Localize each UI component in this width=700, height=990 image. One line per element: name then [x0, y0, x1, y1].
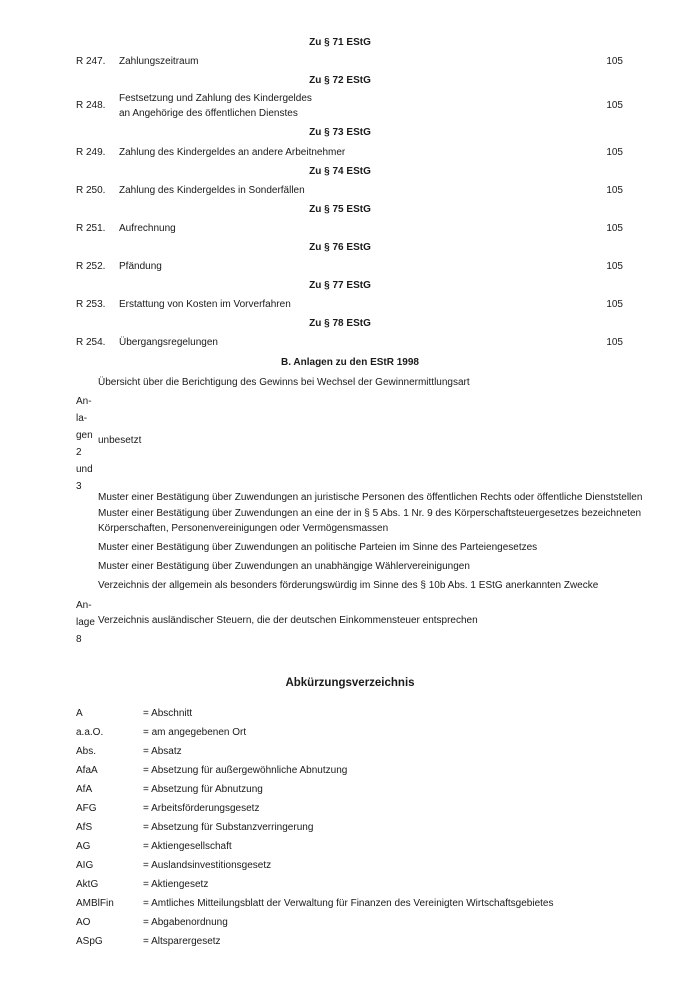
- abbr-value: = Auslandsinvestitionsgesetz: [143, 860, 272, 871]
- toc-number: R 249.: [76, 147, 106, 158]
- toc-title: Aufrechnung: [119, 223, 176, 234]
- toc-page: 105: [606, 100, 623, 111]
- annex-overview: Übersicht über die Berichtigung des Gewinns bei Wechsel der Gewinnermittlungsart: [98, 377, 470, 388]
- abbr-value: = Amtliches Mitteilungsblatt der Verwaltung für Finanzen des Vereinigten Wirtschaftsgebietes: [143, 898, 554, 909]
- section-heading: Zu § 77 EStG: [309, 280, 371, 291]
- abbr-key: ASpG: [76, 936, 103, 947]
- abbr-key: AfaA: [76, 765, 98, 776]
- abbr-value: = Altsparergesetz: [143, 936, 221, 947]
- annex-muster: Körperschaften, Personenvereinigungen oder Vermögensmassen: [98, 523, 389, 534]
- abbr-value: = am angegebenen Ort: [143, 727, 247, 738]
- abbr-key: a.a.O.: [76, 727, 104, 738]
- abbr-value: = Absatz: [143, 746, 182, 757]
- toc-number: R 254.: [76, 337, 106, 348]
- abbr-key: AIG: [76, 860, 94, 871]
- abbr-value: = Absetzung für außergewöhnliche Abnutzung: [143, 765, 348, 776]
- toc-title: Zahlungszeitraum: [119, 56, 199, 67]
- toc-title: Zahlung des Kindergeldes an andere Arbeitnehmer: [119, 147, 346, 158]
- abbr-value: = Abgabenordnung: [143, 917, 228, 928]
- abbr-key: AfS: [76, 822, 93, 833]
- section-heading: Zu § 78 EStG: [309, 318, 371, 329]
- toc-number: R 251.: [76, 223, 106, 234]
- section-heading: Zu § 74 EStG: [309, 166, 371, 177]
- abbr-value: = Absetzung für Abnutzung: [143, 784, 263, 795]
- abbr-value: = Absetzung für Substanzverringerung: [143, 822, 314, 833]
- abbr-key: AfA: [76, 784, 93, 795]
- annex-muster: Muster einer Bestätigung über Zuwendungen an politische Parteien im Sinne des Parteiengesetzes: [98, 542, 538, 553]
- abbr-key: AMBlFin: [76, 898, 114, 909]
- annex-muster: Muster einer Bestätigung über Zuwendungen an unabhängige Wählervereinigungen: [98, 561, 470, 572]
- toc-page: 105: [606, 223, 623, 234]
- toc-number: R 253.: [76, 299, 106, 310]
- toc-title: an Angehörige des öffentlichen Dienstes: [119, 108, 298, 119]
- abbr-key: AG: [76, 841, 91, 852]
- section-heading: Zu § 72 EStG: [309, 75, 371, 86]
- toc-number: R 252.: [76, 261, 106, 272]
- toc-page: 105: [606, 337, 623, 348]
- abbr-value: = Aktiengesellschaft: [143, 841, 232, 852]
- abbr-key: Abs.: [76, 746, 97, 757]
- section-heading: Zu § 76 EStG: [309, 242, 371, 253]
- abbr-key: A: [76, 708, 83, 719]
- section-heading: Zu § 75 EStG: [309, 204, 371, 215]
- abbr-key: AO: [76, 917, 91, 928]
- toc-page: 105: [606, 56, 623, 67]
- toc-title: Erstattung von Kosten im Vorverfahren: [119, 299, 291, 310]
- annex-heading: B. Anlagen zu den EStR 1998: [281, 357, 419, 368]
- section-heading: Zu § 73 EStG: [309, 127, 371, 138]
- toc-title: Festsetzung und Zahlung des Kindergeldes: [119, 93, 312, 104]
- abbreviations-title: Abkürzungsverzeichnis: [285, 677, 415, 689]
- annex-muster: Muster einer Bestätigung über Zuwendungen an juristische Personen des öffentlichen Rechts oder öffentliche Dienststellen: [98, 492, 643, 503]
- abbr-value: = Arbeitsförderungsgesetz: [143, 803, 260, 814]
- toc-number: R 248.: [76, 100, 106, 111]
- annex-unbesetzt: unbesetzt: [98, 435, 142, 446]
- annex-muster: Muster einer Bestätigung über Zuwendungen an eine der in § 5 Abs. 1 Nr. 9 des Körperschaftsteuergesetzes bezeichneten: [98, 508, 642, 519]
- toc-page: 105: [606, 147, 623, 158]
- toc-title: Übergangsregelungen: [119, 337, 218, 348]
- toc-title: Pfändung: [119, 261, 162, 272]
- toc-page: 105: [606, 299, 623, 310]
- annex-verzeichnis: Verzeichnis ausländischer Steuern, die der deutschen Einkommensteuer entsprechen: [98, 615, 478, 626]
- annex-verzeichnis: Verzeichnis der allgemein als besonders förderungswürdig im Sinne des § 10b Abs. 1 EStG anerkannten Zwecke: [98, 580, 599, 591]
- abbr-key: AktG: [76, 879, 99, 890]
- abbr-value: = Aktiengesetz: [143, 879, 209, 890]
- toc-title: Zahlung des Kindergeldes in Sonderfällen: [119, 185, 305, 196]
- toc-number: R 250.: [76, 185, 106, 196]
- abbr-key: AFG: [76, 803, 97, 814]
- section-heading: Zu § 71 EStG: [309, 37, 371, 48]
- toc-page: 105: [606, 185, 623, 196]
- annex-label-2-3: An- la- gen 2 und 3: [76, 396, 93, 492]
- toc-page: 105: [606, 261, 623, 272]
- toc-number: R 247.: [76, 56, 106, 67]
- annex-label-8: An- lage 8: [76, 600, 95, 645]
- abbr-value: = Abschnitt: [143, 708, 193, 719]
